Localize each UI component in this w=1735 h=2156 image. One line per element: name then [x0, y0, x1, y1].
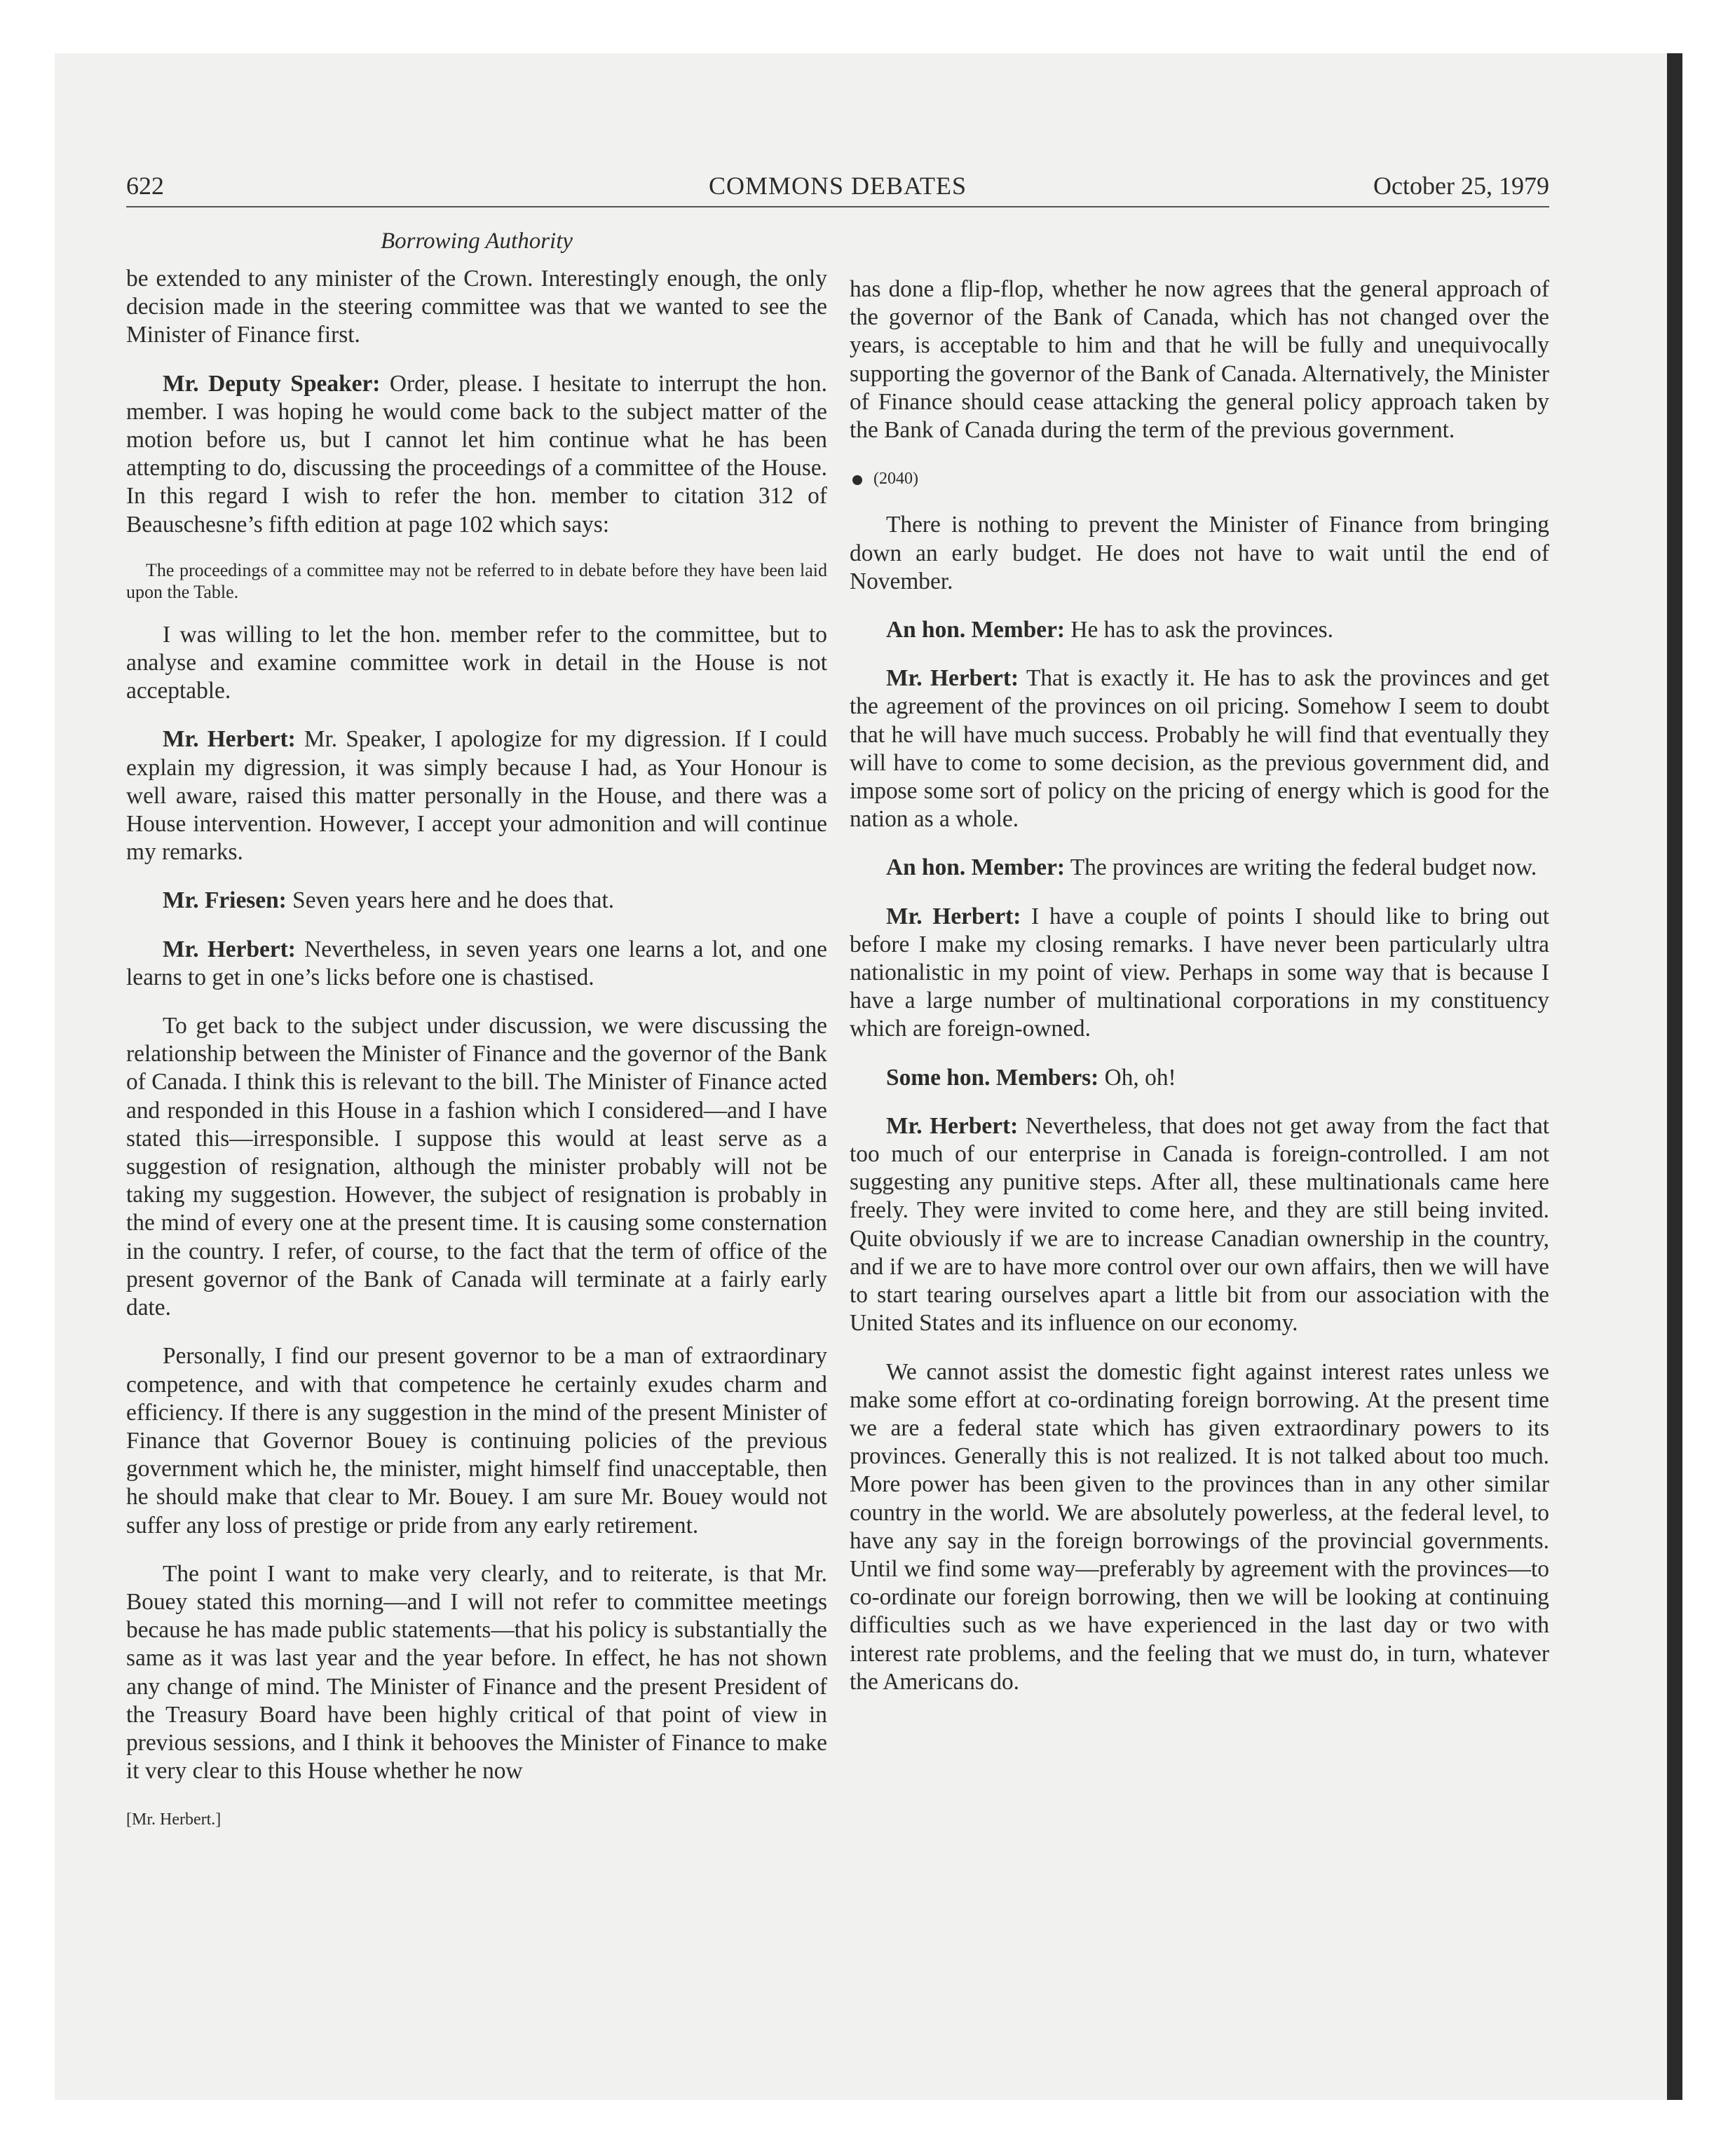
speech-paragraph: [126, 725, 827, 866]
speech-paragraph: [850, 903, 1549, 1044]
speaker-name: Mr. Deputy Speaker:: [163, 370, 381, 397]
block-quote: The proceedings of a committee may not be referred to in debate before they have been laid upon the Table.: [126, 559, 827, 602]
body-paragraph: be extended to any minister of the Crown. Interestingly enough, the only decision made in the steering committee was that we wanted to see the Minister of Finance first.: [126, 266, 827, 348]
body-paragraph: I was willing to let the hon. member refer to the committee, but to analyse and examine committee work in detail in the House is not acceptable.: [126, 621, 827, 704]
speech-text: He has to ask the provinces.: [1065, 617, 1334, 643]
header-rule: [126, 206, 1549, 207]
speech-paragraph: [850, 1064, 1549, 1092]
speaker-name: An hon. Member:: [886, 617, 1066, 643]
journal-title: COMMONS DEBATES: [708, 172, 967, 200]
left-column: [126, 265, 827, 1834]
speaker-name: Mr. Herbert:: [163, 936, 296, 962]
speech-paragraph: [126, 936, 827, 992]
speaker-footer-tag: [Mr. Herbert.]: [126, 1810, 222, 1829]
speaker-name: Some hon. Members:: [886, 1064, 1099, 1091]
speech-text: Order, please. I hesitate to interrupt the hon. member. I was hoping he would come back to the subject matter of the motion before us, but I cannot let him continue what he has been attempting to do, discussing the proceedings of a committee of the House. In this regard I wish to refer the hon. member to citation 312 of Beauschesne’s fifth edition at page 102 which says:: [126, 370, 827, 538]
speaker-name: Mr. Herbert:: [163, 726, 296, 753]
speech-text: I have a couple of points I should like to bring out before I make my closing remarks. I have never been particularly ultra nationalistic in my point of view. Perhaps in some way that is because I have a large number of multinational corporations in my constituency which are foreign-owned.: [850, 903, 1549, 1042]
speaker-name: Mr. Herbert:: [886, 903, 1021, 929]
page-edge-shadow: [1667, 53, 1682, 2100]
speech-text: That is exactly it. He has to ask the provinces and get the agreement of the provinces on oil pricing. Somehow I seem to doubt that he will have much success. Probably he will find that eventually they will have to come to some decision, as the previous government did, and impose some sort of policy on the pricing of energy which is good for the nation as a whole.: [850, 665, 1550, 833]
page-number: 622: [126, 172, 164, 200]
speech-text: Nevertheless, in seven years one learns a lot, and one learns to get in one’s licks before one is chastised.: [126, 936, 827, 990]
bullet-icon: [852, 475, 862, 485]
speech-text: Mr. Speaker, I apologize for my digression. If I could explain my digression, it was simply because I had, as Your Honour is well aware, raised this matter personally in the House, and there was a House intervention. However, I accept your admonition and will continue my remarks.: [126, 726, 828, 866]
speech-text: Oh, oh!: [1098, 1064, 1176, 1091]
speech-paragraph: [850, 854, 1549, 882]
speech-paragraph: [850, 1112, 1549, 1338]
body-paragraph: To get back to the subject under discussion, we were discussing the relationship between the Minister of Finance and the governor of the Bank of Canada. I think this is relevant to the bill. The Minister of Finance acted and responded in this House in a fashion which I considered—and I have stated this—irresponsible. I suppose this would at least serve as a suggestion of resignation, although the minister probably will not be taking my suggestion. However, the subject of resignation is probably in the mind of every one at the present time. It is causing some consternation in the country. I refer, of course, to the fact that the term of office of the present governor of the Bank of Canada will terminate at a fairly early date.: [126, 1013, 827, 1321]
speech-paragraph: [126, 887, 827, 915]
speaker-name: Mr. Friesen:: [163, 887, 287, 914]
publication-date: October 25, 1979: [1373, 172, 1549, 200]
body-paragraph: Personally, I find our present governor to be a man of extraordinary competence, and with that competence he certainly exudes charm and efficiency. If there is any suggestion in the mind of the present Minister of Finance that Governor Bouey is continuing policies of the previous government which he, the minister, might himself find unacceptable, then he should make that clear to Mr. Bouey. I am sure Mr. Bouey would not suffer any loss of prestige or pride from any early retirement.: [126, 1343, 827, 1538]
body-paragraph: There is nothing to prevent the Minister of Finance from bringing down an early budget. He does not have to wait until the end of November.: [850, 512, 1549, 594]
time-marker-text: (2040): [873, 470, 918, 489]
speaker-name: An hon. Member:: [886, 854, 1066, 881]
speech-text: Seven years here and he does that.: [286, 887, 615, 914]
body-paragraph: The point I want to make very clearly, and to reiterate, is that Mr. Bouey stated this morning—and I will not refer to committee meetings because he has made public statements—that his policy is substantially the same as it was last year and the year before. In effect, he has not shown any change of mind. The Minister of Finance and the present President of the Treasury Board have been highly critical of that point of view in previous sessions, and I think it behooves the Minister of Finance to make it very clear to this House whether he now: [126, 1560, 827, 1785]
speech-text: The provinces are writing the federal budget now.: [1065, 854, 1537, 881]
speech-text: Nevertheless, that does not get away from the fact that too much of our enterprise in Canada is foreign-controlled. I am not suggesting any punitive steps. After all, these multinationals came here freely. They were invited to come here, and they are still being invited. Quite obviously if we are to increase Canadian ownership in the country, and if we are to have more control over our own affairs, then we will have to start tearing ourselves apart a little bit from our association with the United States and its influence on our economy.: [850, 1112, 1550, 1337]
speech-paragraph: [850, 664, 1549, 833]
speech-paragraph: [126, 370, 827, 539]
speaker-name: Mr. Herbert:: [886, 1112, 1019, 1139]
body-paragraph: We cannot assist the domestic fight against interest rates unless we make some effort at co-ordinating foreign borrowing. At the present time we are a federal state which has given extraordinary powers to its provinces. Generally this is not realized. It is not talked about too much. More power has been given to the provinces than in any other similar country in the world. We are absolutely powerless, at the federal level, to have any say in the foreign borrowings of the provincial governments. Until we find some way—preferably by agreement with the provinces—to co-ordinate our foreign borrowing, then we will be looking at continuing difficulties such as we have experienced in the last day or two with interest rate problems, and the feeling that we must do, in turn, whatever the Americans do.: [850, 1358, 1549, 1695]
right-column: [850, 275, 1549, 1717]
speaker-name: Mr. Herbert:: [886, 665, 1019, 692]
time-marker: [852, 465, 1549, 493]
speech-paragraph: [850, 616, 1549, 644]
running-head: Borrowing Authority: [380, 228, 573, 254]
body-paragraph: has done a flip-flop, whether he now agrees that the general approach of the governor of the Bank of Canada, which has not changed over the years, is acceptable to him and that he will be fully and unequivocally supporting the governor of the Bank of Canada. Alternatively, the Minister of Finance should cease attacking the general policy approach taken by the Bank of Canada during the term of the previous government.: [850, 276, 1549, 444]
